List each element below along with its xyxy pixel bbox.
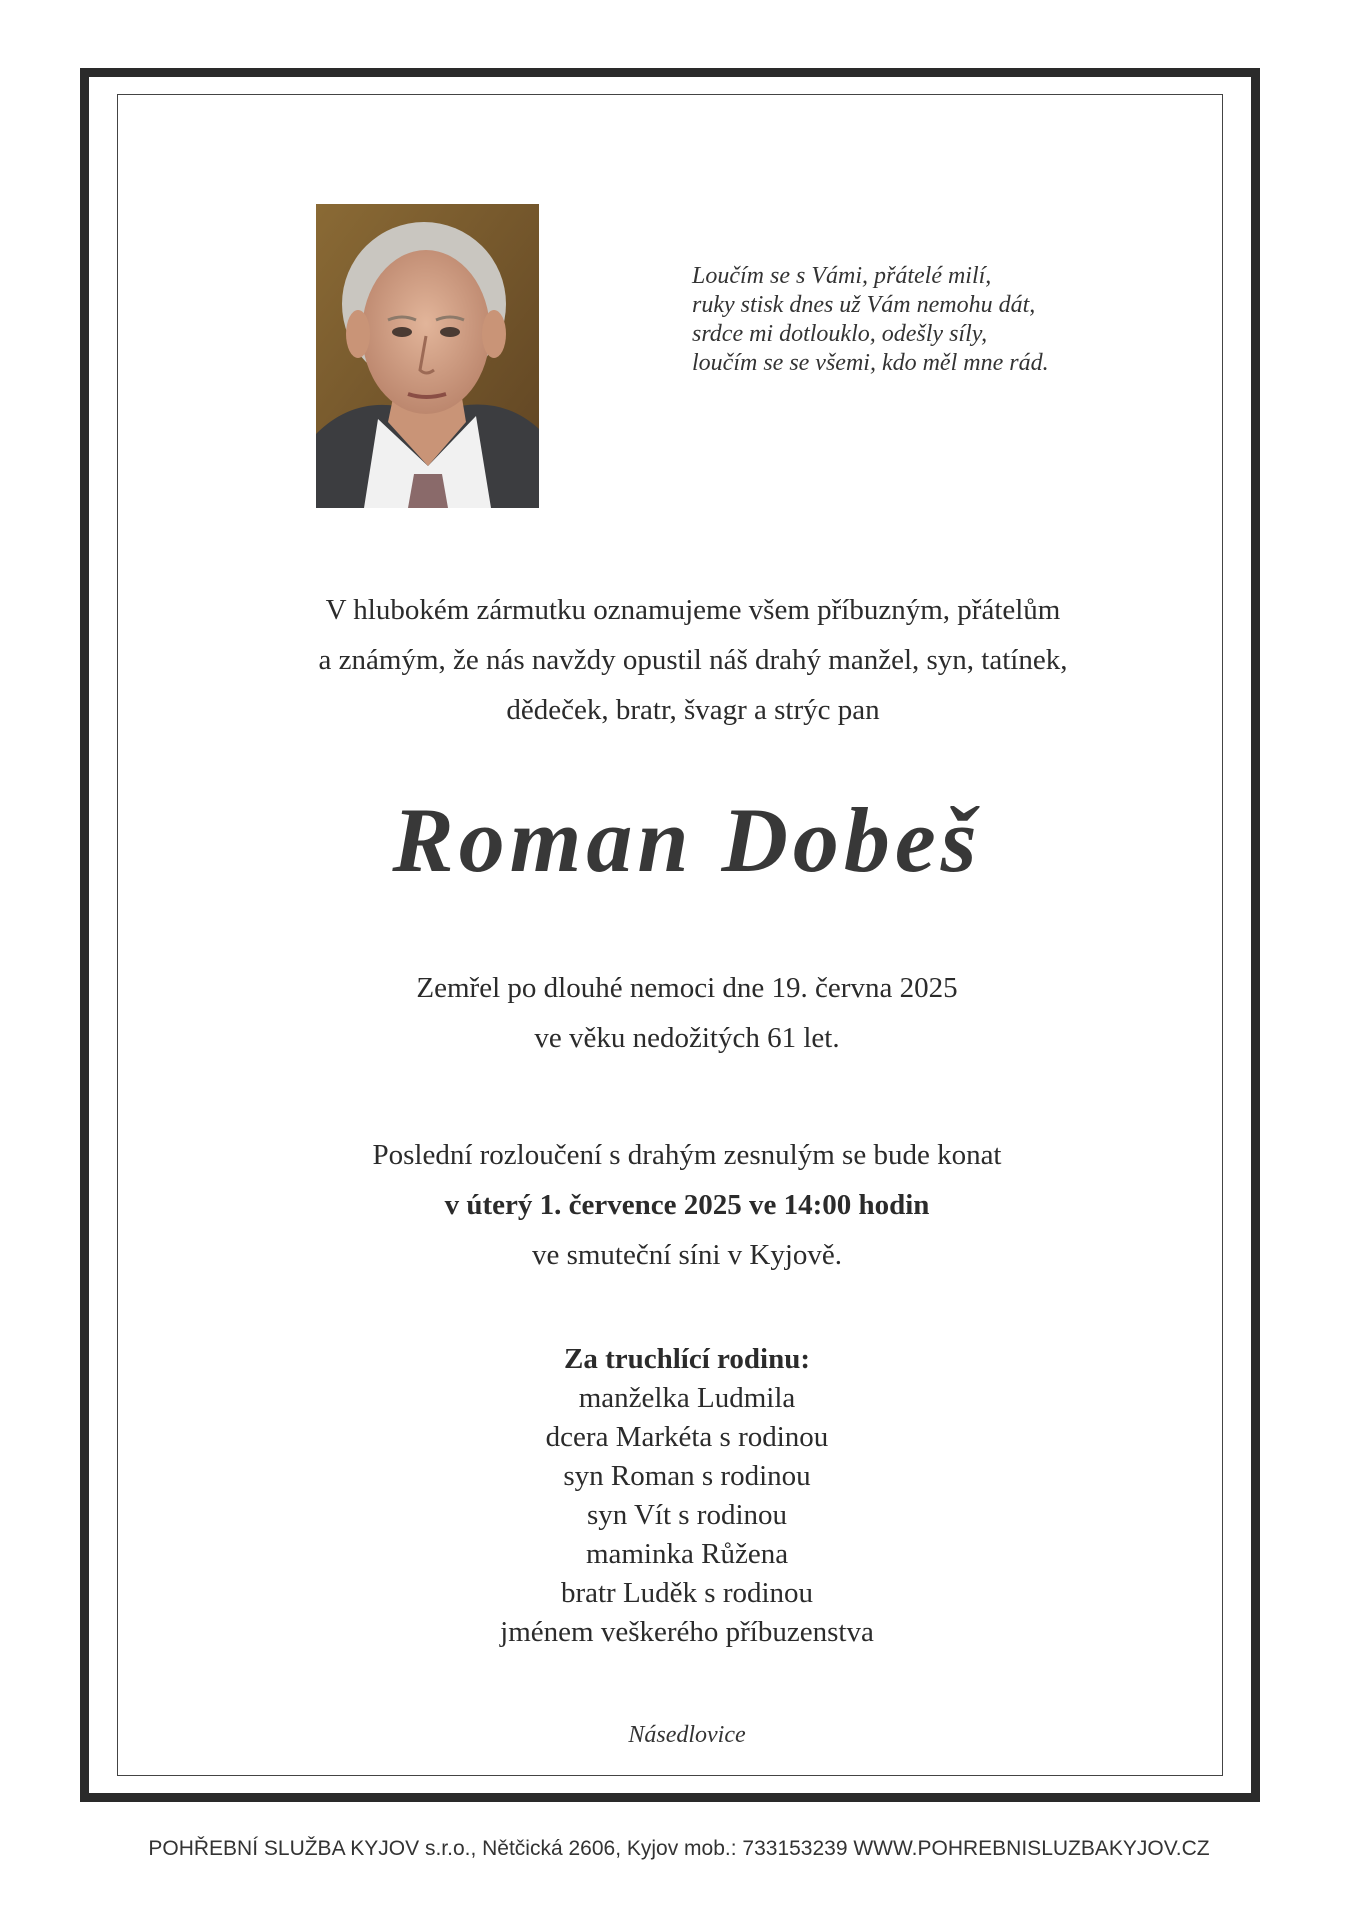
funeral-date: v úterý 1. července 2025 ve 14:00 hodin (444, 1189, 930, 1221)
funeral-line: Poslední rozloučení s drahým zesnulým se bude konat (372, 1139, 1002, 1171)
family-heading: Za truchlící rodinu: (564, 1343, 810, 1375)
poem-line: loučím se se všemi, kdo měl mne rád. (692, 350, 1049, 376)
family-list (8, 1340, 1358, 1652)
death-line: Zemřel po dlouhé nemoci dne 19. června 2025 (416, 972, 958, 1004)
death-line: ve věku nedožitých 61 let. (534, 1022, 840, 1054)
family-member: syn Vít s rodinou (586, 1499, 788, 1531)
farewell-poem (692, 262, 1132, 378)
deceased-name: Roman Dobeš (392, 789, 982, 891)
funeral-info (8, 1130, 1358, 1280)
announcement-text (14, 585, 1358, 735)
announcement-line: dědeček, bratr, švagr a strýc pan (506, 694, 880, 726)
place-name: Násedlovice (628, 1722, 746, 1748)
portrait-photo (316, 204, 539, 508)
family-member: manželka Ludmila (578, 1382, 796, 1414)
family-member: syn Roman s rodinou (563, 1460, 811, 1492)
poem-line: srdce mi dotlouklo, odešly síly, (692, 321, 988, 347)
family-member: jménem veškerého příbuzenstva (500, 1616, 874, 1648)
portrait-image (316, 204, 539, 508)
announcement-line: V hlubokém zármutku oznamujeme všem příbuzným, přátelům (325, 594, 1061, 626)
family-member: dcera Markéta s rodinou (545, 1421, 829, 1453)
poem-line: ruky stisk dnes už Vám nemohu dát, (692, 292, 1036, 318)
family-member: maminka Růžena (585, 1538, 789, 1570)
poem-line: Loučím se s Vámi, přátelé milí, (692, 263, 992, 289)
funeral-venue: ve smuteční síni v Kyjově. (531, 1239, 843, 1271)
announcement-line: a známým, že nás navždy opustil náš drahý manžel, syn, tatínek, (318, 644, 1068, 676)
death-info (8, 963, 1358, 1063)
family-member: bratr Luděk s rodinou (560, 1577, 814, 1609)
funeral-service-footer: POHŘEBNÍ SLUŽBA KYJOV s.r.o., Nětčická 2606, Kyjov mob.: 733153239 WWW.POHREBNISLUZBAKYJOV.CZ (148, 1837, 1210, 1860)
